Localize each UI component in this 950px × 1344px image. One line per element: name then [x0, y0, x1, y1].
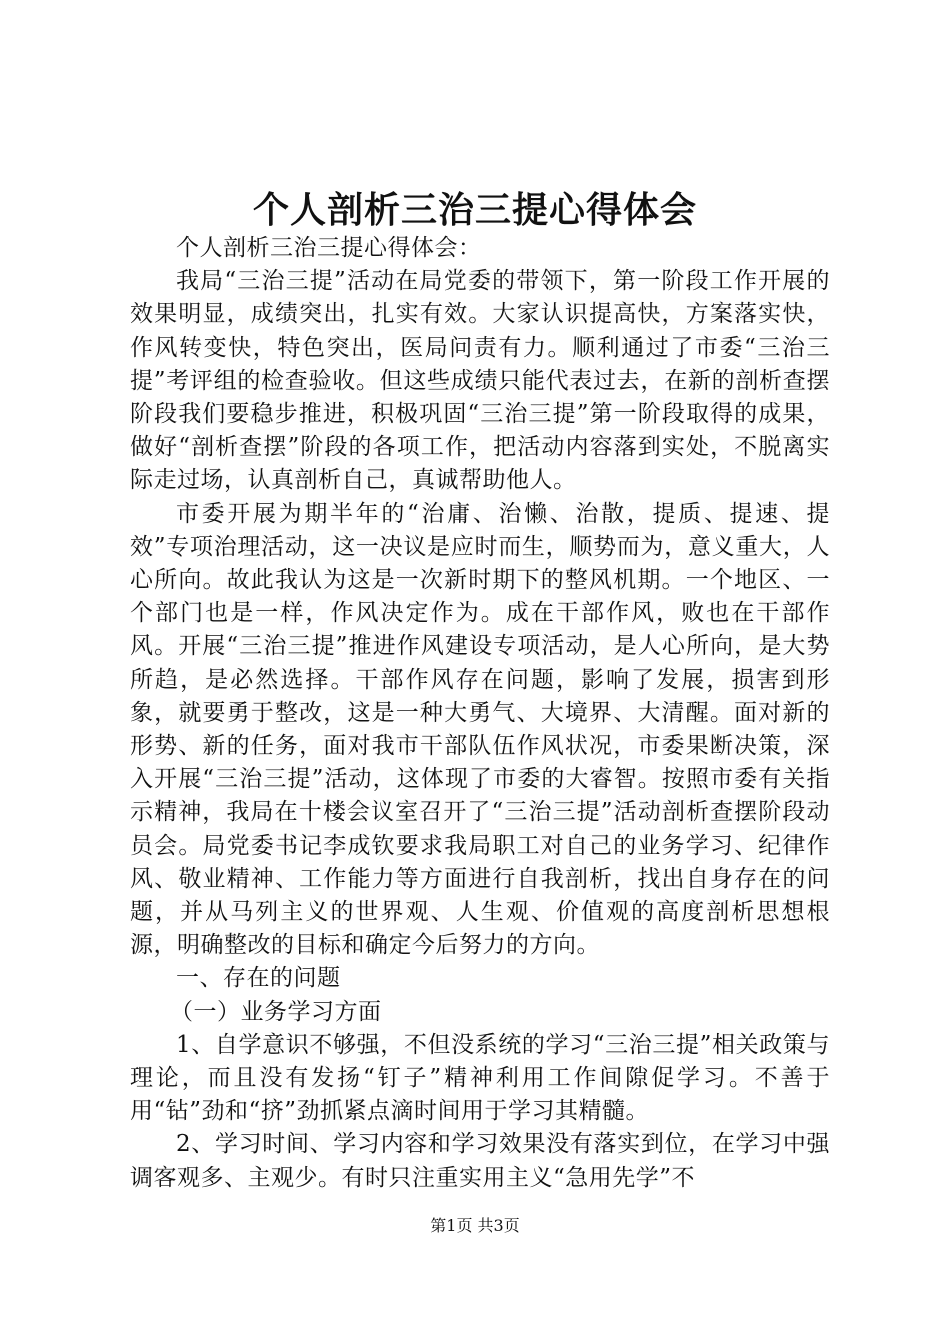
paragraph-first-stage: 我局“三治三提”活动在局党委的带领下，第一阶段工作开展的效果明显，成绩突出，扎实有效。大家认识提高快，方案落实快，作风转变快，特色突出，医局问责有力。顺利通过了市委“三治三提”考评组的检查验收。但这些成绩只能代表过去，在新的剖析查摆阶段我们要稳步推进，积极巩固“三治三提”第一阶段取得的成果，做好“剖析查摆”阶段的各项工作，把活动内容落到实处，不脱离实际走过场，认真剖析自己，真诚帮助他人。: [130, 268, 830, 494]
list-item-2: 2、学习时间、学习内容和学习效果没有落实到位，在学习中强调客观多、主观少。有时只注重实用主义“急用先学”不: [130, 1131, 830, 1191]
subsection-heading-study: （一）业务学习方面: [170, 998, 382, 1025]
list-item-1: 1、自学意识不够强，不但没系统的学习“三治三提”相关政策与理论，而且没有发扬“钉子”精神利用工作间隙促学习。不善于用“钻”劲和“挤”劲抓紧点滴时间用于学习其精髓。: [130, 1031, 830, 1125]
paragraph-intro: 个人剖析三治三提心得体会：: [176, 235, 482, 261]
document-body: [130, 232, 830, 1195]
page-number-footer: 第1页 共3页: [430, 1216, 520, 1235]
document-title: 个人剖析三治三提心得体会: [252, 189, 697, 231]
paragraph-city-committee: 市委开展为期半年的“治庸、治懒、治散，提质、提速、提效”专项治理活动，这一决议是应时而生，顺势而为，意义重大，人心所向。故此我认为这是一次新时期下的整风机期。一个地区、一个部门也是一样，作风决定作为。成在干部作风，败也在干部作风。开展“三治三提”推进作风建设专项活动，是人心所向，是大势所趋，是必然选择。干部作风存在问题，影响了发展，损害到形象，就要勇于整改，这是一种大勇气、大境界、大清醒。面对新的形势、新的任务，面对我市干部队伍作风状况，市委果断决策，深入开展“三治三提”活动，这体现了市委的大睿智。按照市委有关指示精神，我局在十楼会议室召开了“三治三提”活动剖析查摆阶段动员会。局党委书记李成钦要求我局职工对自己的业务学习、纪律作风、敬业精神、工作能力等方面进行自我剖析，找出自身存在的问题，并从马列主义的世界观、人生观、价值观的高度剖析思想根源，明确整改的目标和确定今后努力的方向。: [130, 500, 830, 959]
section-heading-problems: 一、存在的问题: [176, 965, 341, 992]
